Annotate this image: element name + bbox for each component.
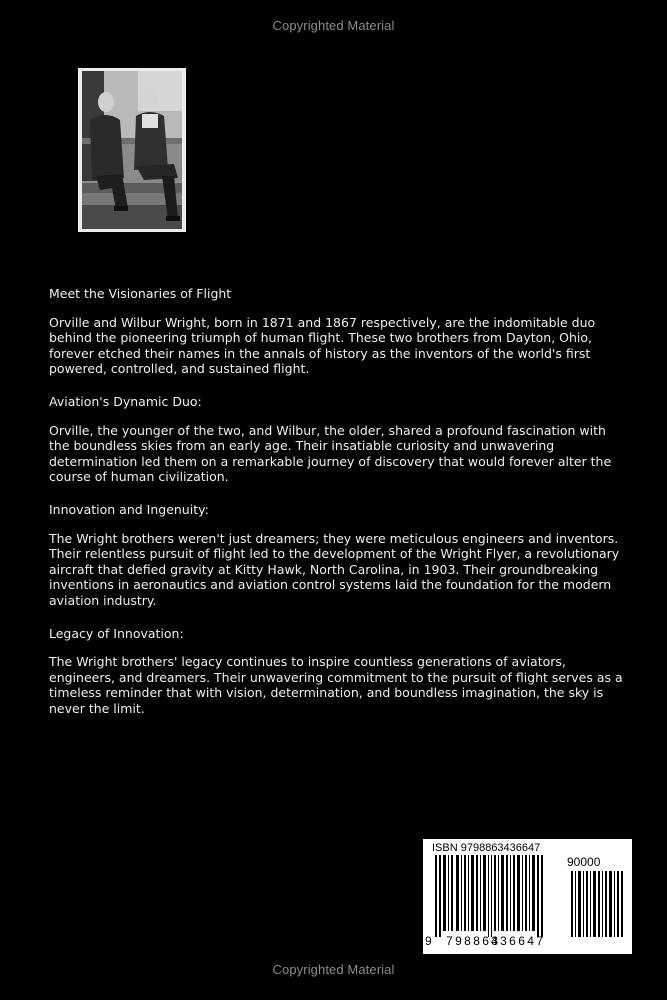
paragraph-intro: Orville and Wilbur Wright, born in 1871 and 1867 respectively, are the indomitable duo behind the pioneering triumph of human flight. These two brothers from Dayton, Ohio, forever etched their names in the annals of history as the inventors of the world's first powered, controlled, and sustained flight. [49,314,596,377]
paragraph-legacy: The Wright brothers' legacy continues to inspire countless generations of aviators, engineers, and dreamers. Their unwavering commitment to the pursuit of flight serves as a timeless reminder that with vision, determination, and boundless imagination, the sky is never the limit. [49,654,623,716]
heading-dynamic-duo: Aviation's Dynamic Duo: [49,393,202,409]
paragraph-innovation: The Wright brothers weren't just dreamers; they were meticulous engineers and inventors. Their relentless pursuit of flight led to the development of the Wright Flyer, a revolutionary aircraft that defied gravity at Kitty Hawk, North Carolina, in 1903. Their groundbreaking inventions in aeronautics and aviation control systems laid the foundation for the modern aviation industry. [49,530,620,608]
heading-meet-visionaries: Meet the Visionaries of Flight [49,286,232,301]
isbn-barcode [423,839,632,954]
historical-photograph-icon [78,68,186,232]
copyright-watermark-bottom: Copyrighted Material [272,962,395,977]
back-cover-description [49,286,627,733]
price-code: 90000 [567,855,601,869]
barcode-digit-first: 9 [425,934,432,948]
heading-legacy: Legacy of Innovation: [49,625,184,641]
paragraph-dynamic-duo: Orville, the younger of the two, and Wilbur, the older, shared a profound fascination with the boundless skies from an early age. Their insatiable curiosity and unwavering determination led them on a remarkable journey of discovery that would forever alter the course of human civilization. [49,422,612,485]
barcode-digits-left: 798863 [446,934,501,948]
copyright-watermark-top: Copyrighted Material [272,18,395,33]
barcode-digits-right: 436647 [491,934,546,948]
wright-brothers-photo [78,68,186,232]
heading-innovation: Innovation and Ingenuity: [49,501,209,517]
isbn-label: ISBN 9798863436647 [432,842,541,854]
